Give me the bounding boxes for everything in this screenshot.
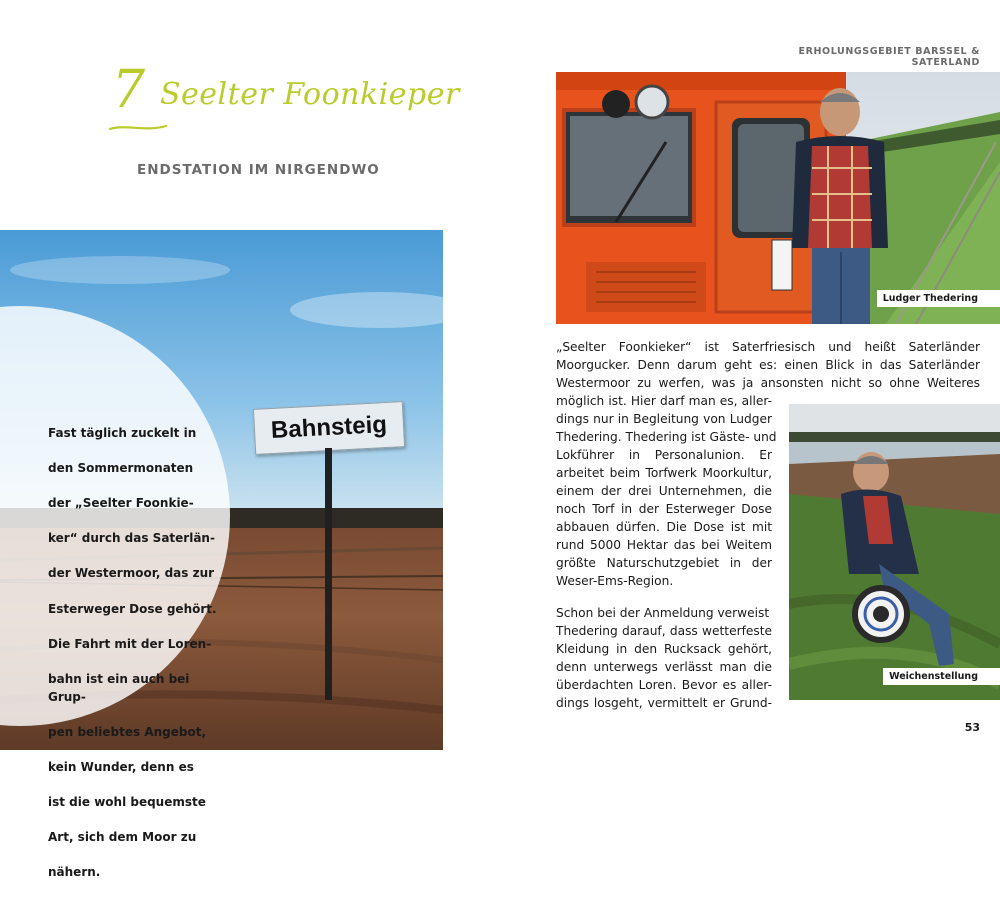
body-line: Lokführer in Personalunion. Er bbox=[556, 448, 772, 462]
intro-line: bahn ist ein auch bei Grup- bbox=[48, 671, 190, 704]
body-line: möglich ist. Hier darf man es, aller- bbox=[556, 394, 772, 408]
body-line: denn unterwegs verlässt man die bbox=[556, 660, 772, 674]
body-line: noch Torf in der Esterweger Dose bbox=[556, 502, 772, 516]
locomotive-image bbox=[556, 72, 1000, 324]
chapter-underline-swash bbox=[108, 120, 168, 134]
body-line: arbeitet beim Torfwerk Moorkultur, bbox=[556, 466, 772, 480]
intro-line: pen beliebtes Angebot, bbox=[48, 724, 207, 739]
photo-caption-weiche: Weichenstellung bbox=[883, 668, 1000, 685]
body-line: Moorgucker. Denn darum geht es: einen Blick in das Saterländer bbox=[556, 358, 980, 372]
intro-line: Esterweger Dose gehört. bbox=[48, 601, 217, 616]
intro-text bbox=[48, 407, 218, 900]
intro-line: Fast täglich zuckelt in bbox=[48, 425, 197, 440]
intro-line: nähern. bbox=[48, 865, 101, 880]
intro-line: ist die wohl bequemste bbox=[48, 795, 206, 810]
body-line: rund 5000 Hektar das bei Weitem bbox=[556, 538, 772, 552]
intro-line: ker“ durch das Saterlän- bbox=[48, 531, 215, 546]
body-line: Westermoor zu werfen, was ja ansonsten nicht so ohne Weiteres bbox=[556, 376, 980, 390]
body-line: dings losgeht, vermittelt er Grund- bbox=[556, 696, 772, 710]
section-heading: ENDSTATION IM NIRGENDWO bbox=[137, 162, 380, 178]
intro-line: den Sommermonaten bbox=[48, 460, 194, 475]
intro-line: der Westermoor, das zur bbox=[48, 566, 215, 581]
body-line: einem der drei Unternehmen, die bbox=[556, 484, 772, 498]
body-line: größte Naturschutzgebiet in der bbox=[556, 556, 772, 570]
chapter-title: Seelter Foonkieper bbox=[160, 77, 460, 112]
intro-line: Art, sich dem Moor zu bbox=[48, 830, 197, 845]
body-line: abbauen dürfen. Die Dose ist mit bbox=[556, 520, 772, 534]
intro-line: kein Wunder, denn es bbox=[48, 759, 194, 774]
body-line: Thedering darauf, dass wetterfeste bbox=[556, 624, 772, 638]
body-line: Kleidung in den Rucksack gehört, bbox=[556, 642, 772, 656]
photo-weiche bbox=[789, 404, 1000, 700]
photo-caption-thedering: Ludger Thedering bbox=[877, 290, 1000, 307]
body-line: Weser-Ems-Region. bbox=[556, 574, 674, 588]
body-line: Thedering. Thedering ist Gäste- und bbox=[556, 430, 777, 444]
chapter-number: 7 bbox=[112, 60, 146, 120]
body-line: „Seelter Foonkieker“ ist Saterfriesisch und heißt Saterländer bbox=[556, 340, 980, 354]
sign-pole bbox=[325, 448, 332, 700]
body-line: Schon bei der Anmeldung verweist bbox=[556, 606, 770, 620]
photo-locomotive bbox=[556, 72, 1000, 324]
running-header: ERHOLUNGSGEBIET BARSSEL & SATERLAND bbox=[798, 46, 980, 68]
body-line: überdachten Loren. Bevor es aller- bbox=[556, 678, 772, 692]
intro-line: Die Fahrt mit der Loren- bbox=[48, 636, 212, 651]
weichenstellung-image bbox=[789, 404, 1000, 700]
body-line: dings nur in Begleitung von Ludger bbox=[556, 412, 772, 426]
bahnsteig-sign: Bahnsteig bbox=[253, 401, 405, 455]
page-number: 53 bbox=[964, 721, 980, 734]
intro-line: der „Seelter Foonkie- bbox=[48, 495, 194, 510]
